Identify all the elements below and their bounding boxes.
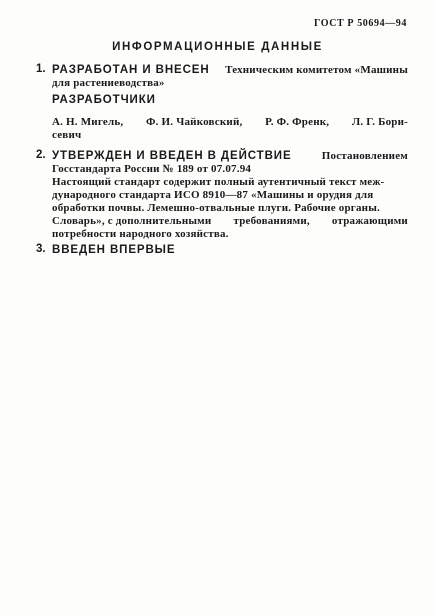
page-title: ИНФОРМАЦИОННЫЕ ДАННЫЕ (112, 41, 323, 53)
section-1-line-1 (52, 63, 408, 77)
section-2-body-line-4 (52, 215, 408, 228)
section-1-number: 1. (36, 63, 46, 75)
section-1-text-2: для растениеводства» (52, 77, 165, 89)
developers-line-2: севич (52, 129, 82, 141)
section-1-text-1: Техническим комитетом «Машины (225, 64, 408, 76)
section-2-body-line: дународного стандарта ИСО 8910—87 «Машины и орудия для (52, 189, 374, 201)
developer-name: А. Н. Мигель, (52, 116, 124, 128)
developers-line-1 (52, 116, 408, 129)
section-2-body-line: обработки почвы. Лемешно-отвальные плуги. Рабочие органы. (52, 202, 380, 214)
developer-name: Л. Г. Бори- (351, 116, 408, 128)
section-2-body-fragment: Словарь», с дополнительными (52, 215, 212, 227)
developer-name: Р. Ф. Френк, (265, 116, 330, 128)
section-1-heading: РАЗРАБОТАН И ВНЕСЕН (52, 64, 210, 76)
section-2-line-1 (52, 149, 408, 163)
section-1 (52, 63, 408, 90)
section-2-line-2: Госстандарта России № 189 от 07.07.94 (52, 163, 252, 175)
developer-name: Ф. И. Чайковский, (146, 116, 243, 128)
section-2-body-fragment: требованиями, (233, 215, 310, 227)
section-3 (52, 243, 408, 257)
developers-heading: РАЗРАБОТЧИКИ (52, 94, 156, 106)
section-3-number: 3. (36, 243, 46, 255)
section-2-heading: УТВЕРЖДЕН И ВВЕДЕН В ДЕЙСТВИЕ (52, 150, 292, 162)
section-2-body-line: потребности народного хозяйства. (52, 228, 229, 240)
section-2-body-line: Настоящий стандарт содержит полный аутентичный текст меж- (52, 176, 385, 188)
section-2 (52, 149, 408, 241)
section-2-heading-rest: Постановлением (321, 150, 408, 162)
standard-code: ГОСТ Р 50694—94 (313, 18, 407, 29)
section-3-heading: ВВЕДЕН ВПЕРВЫЕ (52, 244, 176, 256)
developers-block (52, 116, 408, 142)
section-2-body-fragment: отражающими (331, 215, 408, 227)
section-2-number: 2. (36, 149, 46, 161)
